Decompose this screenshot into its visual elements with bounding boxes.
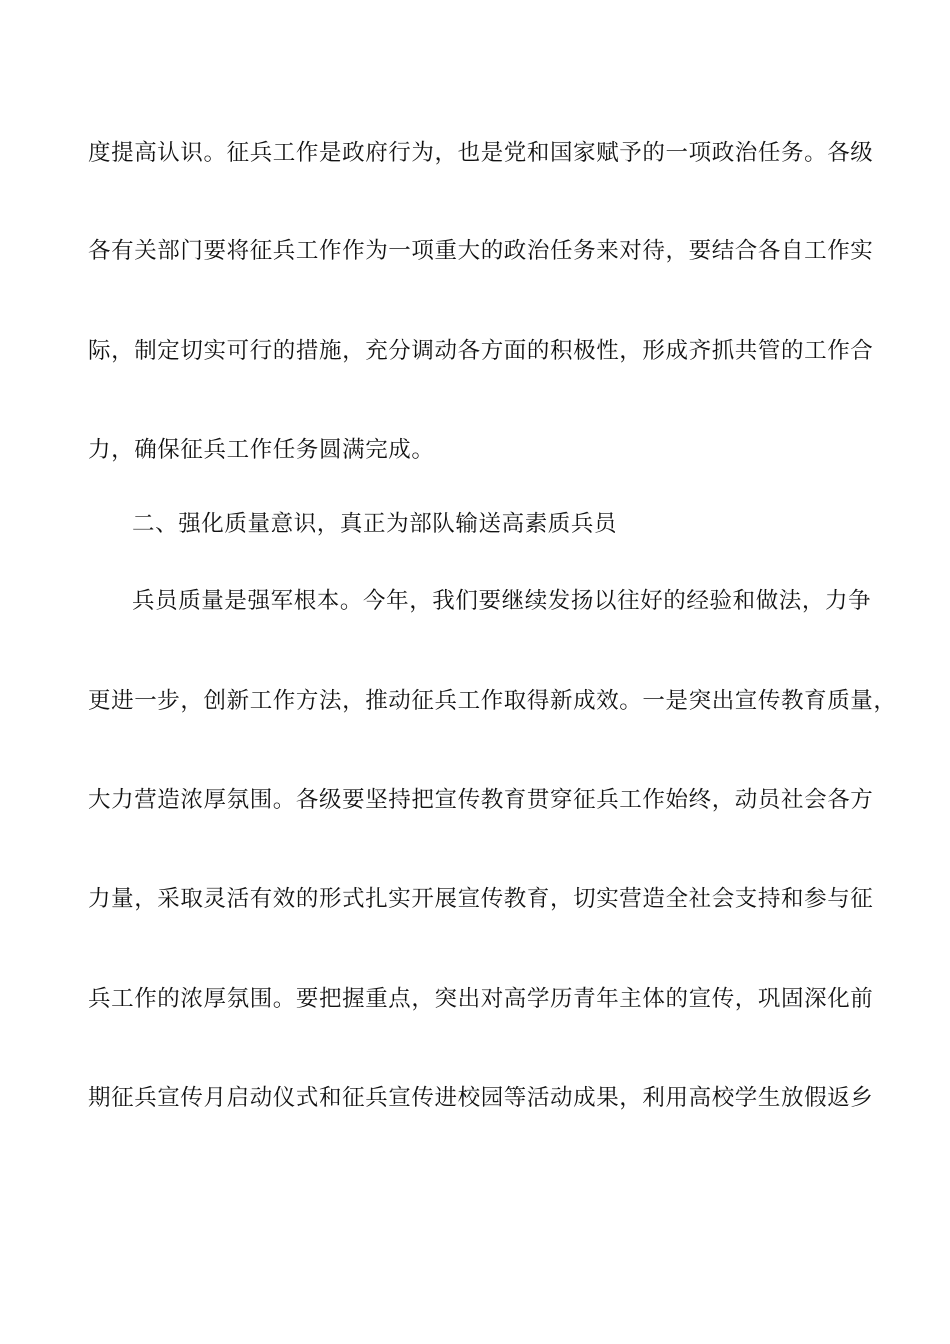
paragraph-line: 度提高认识。征兵工作是政府行为，也是党和国家赋予的一项政治任务。各级 [88, 140, 874, 166]
paragraph-line: 更进一步，创新工作方法，推动征兵工作取得新成效。一是突出宣传教育质量， [88, 688, 897, 714]
paragraph-line: 力，确保征兵工作任务圆满完成。 [88, 437, 435, 463]
section-heading: 二、强化质量意识，真正为部队输送高素质兵员 [132, 511, 618, 537]
paragraph-line: 兵工作的浓厚氛围。要把握重点，突出对高学历青年主体的宣传，巩固深化前 [88, 986, 874, 1012]
paragraph-line: 力量，采取灵活有效的形式扎实开展宣传教育，切实营造全社会支持和参与征 [88, 886, 874, 912]
paragraph-line: 各有关部门要将征兵工作作为一项重大的政治任务来对待，要结合各自工作实 [88, 238, 874, 264]
paragraph-line: 期征兵宣传月启动仪式和征兵宣传进校园等活动成果，利用高校学生放假返乡 [88, 1085, 874, 1111]
paragraph-line: 大力营造浓厚氛围。各级要坚持把宣传教育贯穿征兵工作始终，动员社会各方 [88, 787, 874, 813]
paragraph-line: 兵员质量是强军根本。今年，我们要继续发扬以往好的经验和做法，力争 [132, 588, 872, 614]
paragraph-line: 际，制定切实可行的措施，充分调动各方面的积极性，形成齐抓共管的工作合 [88, 338, 874, 364]
